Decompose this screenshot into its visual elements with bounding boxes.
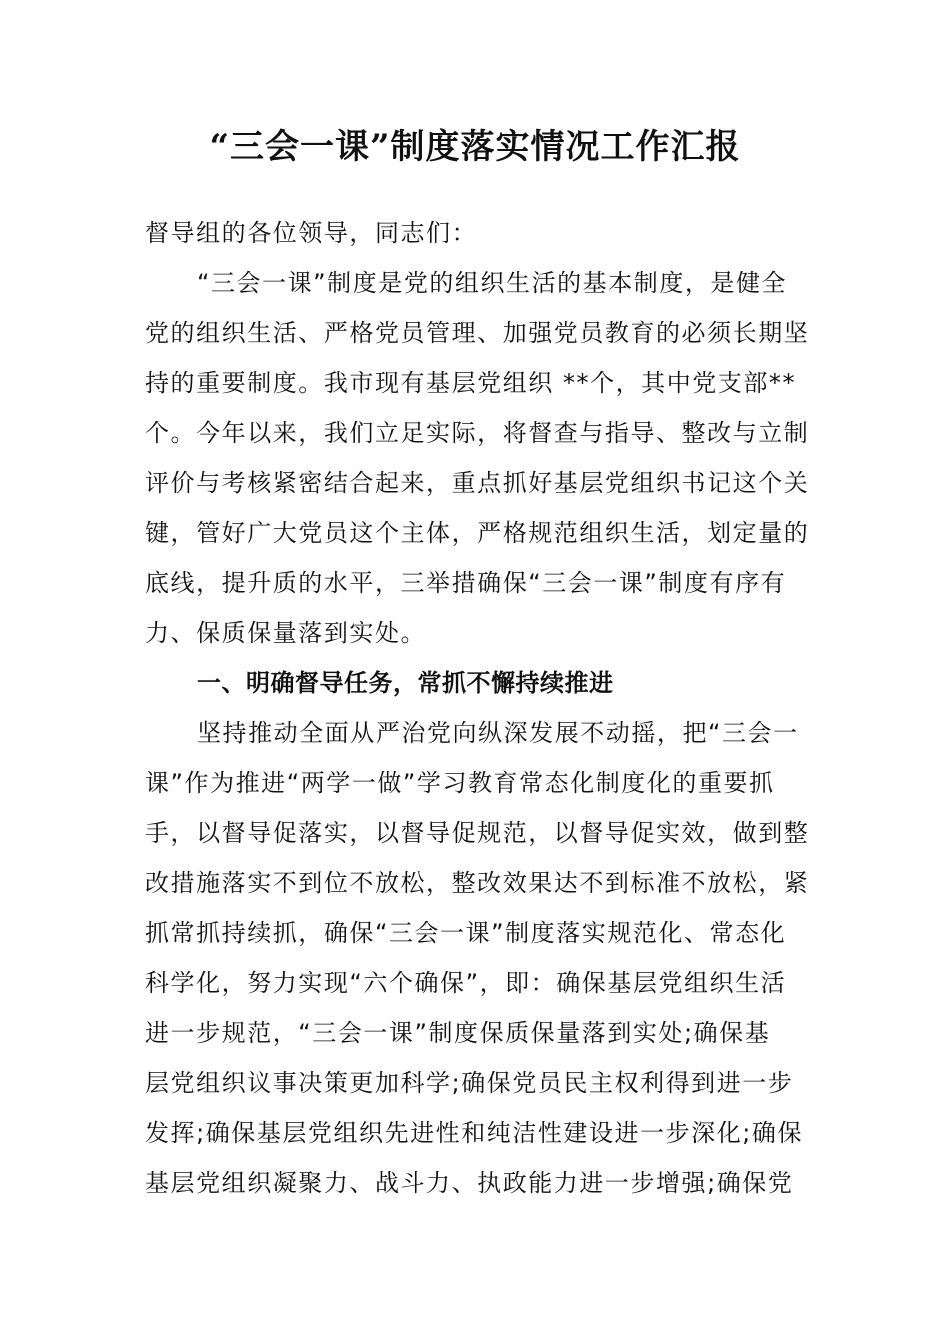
document-title: “三会一课”制度落实情况工作汇报 xyxy=(209,127,741,167)
document-body xyxy=(145,208,810,1208)
paragraph1-line-1: “三会一课”制度是党的组织生活的基本制度，是健全 xyxy=(197,269,788,297)
salutation: 督导组的各位领导，同志们： xyxy=(145,219,478,247)
paragraph1-line-3: 持的重要制度。我市现有基层党组织 **个，其中党支部** xyxy=(145,369,797,397)
paragraph2-line-9: 发挥;确保基层党组织先进性和纯洁性建设进一步深化;确保 xyxy=(145,1119,804,1147)
paragraph1-line-6: 键，管好广大党员这个主体，严格规范组织生活，划定量的 xyxy=(145,519,810,547)
section-heading: 一、明确督导任务，常抓不懈持续推进 xyxy=(197,669,614,697)
paragraph2-line-8: 层党组织议事决策更加科学;确保党员民主权利得到进一步 xyxy=(145,1069,794,1097)
paragraph1-line-7: 底线，提升质的水平，三举措确保“三会一课”制度有序有 xyxy=(145,569,787,597)
paragraph1-line-8: 力、保质保量落到实处。 xyxy=(145,619,427,647)
paragraph2-line-10: 基层党组织凝聚力、战斗力、执政能力进一步增强;确保党 xyxy=(145,1169,794,1197)
paragraph2-line-1: 坚持推动全面从严治党向纵深发展不动摇，把“三会一 xyxy=(197,719,799,747)
paragraph2-line-7: 进一步规范，“三会一课”制度保质保量落到实处;确保基 xyxy=(145,1019,771,1047)
paragraph2-line-6: 科学化，努力实现“六个确保”，即：确保基层党组织生活 xyxy=(145,969,787,997)
paragraph2-line-5: 抓常抓持续抓，确保“三会一课”制度落实规范化、常态化 xyxy=(145,919,787,947)
paragraph1-line-2: 党的组织生活、严格党员管理、加强党员教育的必须长期坚 xyxy=(145,319,810,347)
paragraph1-line-4: 个。今年以来，我们立足实际，将督查与指导、整改与立制 xyxy=(145,419,810,447)
paragraph2-line-3: 手，以督导促落实，以督导促规范，以督导促实效，做到整 xyxy=(145,819,810,847)
paragraph2-line-4: 改措施落实不到位不放松，整改效果达不到标准不放松，紧 xyxy=(145,869,810,897)
paragraph2-line-2: 课”作为推进“两学一做”学习教育常态化制度化的重要抓 xyxy=(145,769,775,797)
paragraph1-line-5: 评价与考核紧密结合起来，重点抓好基层党组织书记这个关 xyxy=(145,469,810,497)
